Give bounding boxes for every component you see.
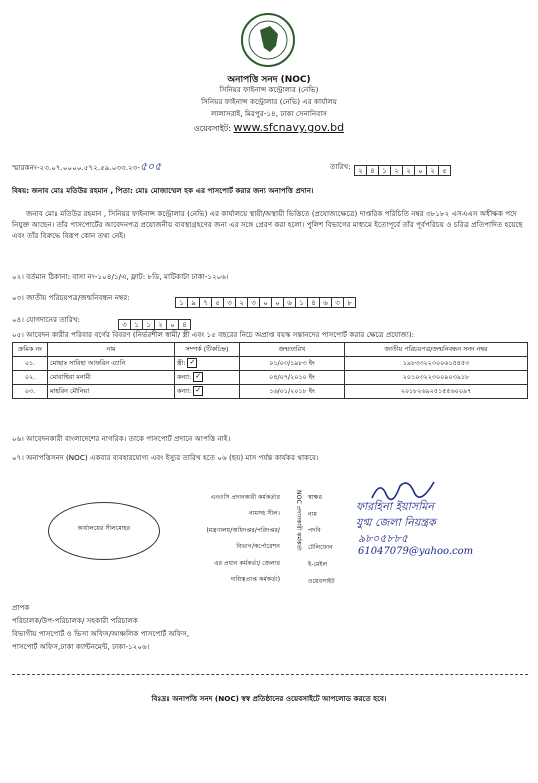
- nid-label: ০৩। জাতীয় পরিচয়পত্র/জন্মনিবন্ধন নম্বর:: [12, 293, 130, 302]
- col-relation: সম্পর্ক (টিকচিহ্ন): [175, 343, 240, 357]
- row-id: ১৯৮৩৩২২৩০০৬১৫৪৫৩: [345, 357, 528, 371]
- memo-ref-text: স্মারকনং-২৩.০৭.০০০০.৫৭২.৫৯.০৩৩.২৩-: [12, 163, 140, 172]
- row-dob: ০৪/০৭/২০১০ ইং: [240, 371, 345, 385]
- nid-digit: ১: [295, 297, 308, 308]
- field-website: ওয়েবসাইট: [308, 577, 335, 585]
- officer-label-4: বিভাগ/কর্পোরেশন: [236, 543, 280, 551]
- joining-date-boxes: [118, 312, 190, 331]
- relation-text: কন্যা:: [177, 373, 192, 381]
- subject-line: বিষয়: জনাব মোঃ মতিউর রহমান , পিতা: মোঃ মোজাম্মেল হক এর পাসপোর্ট করার জন্য অনাপত্তি প্রদান।: [12, 186, 314, 195]
- row-relation: [175, 371, 240, 385]
- officer-label-5: এর প্রধান কর্মকর্তা/ জেলার: [213, 559, 280, 567]
- handwritten-phone: ৯৮০৫৮৮৫: [358, 532, 408, 545]
- nid-digit: ১: [175, 297, 188, 308]
- website-link[interactable]: www.sfcnavy.gov.bd: [233, 121, 345, 134]
- nid-digit: ৩: [331, 297, 344, 308]
- officer-label-6: দায়িত্বপ্রাপ্ত কর্মকর্তা): [230, 576, 280, 584]
- row-serial: ০১.: [13, 357, 48, 371]
- handwritten-name: ফারহিনা ইয়াসমিন: [356, 500, 434, 513]
- row-relation: [175, 385, 240, 399]
- officer-label-1: এনওসি প্রদানকারী কর্মকর্তার: [210, 494, 280, 501]
- row-name: মোবাশ্বিরা মনামী: [48, 371, 175, 385]
- date-digit: ২: [426, 165, 439, 176]
- noc-validity: ০৭। অনাপত্তিসনদ (NOC) একবার ব্যবহারযোগ্য এবং ইস্যুর তারিখ হতে ০৬ (ছয়) মাস পর্যন্ত কার্যকর থাকবে।: [12, 453, 319, 462]
- relation-text: কন্যা:: [177, 387, 192, 395]
- memo-ref-handwritten: ৫০৫: [139, 160, 162, 173]
- citizen-statement: ০৬। আবেদনকারী বাংলাদেশের নাগরিক। তাকে পাসপোর্ট প্রদানে আপত্তি নাই।: [12, 434, 231, 443]
- website-label: ওয়েবসাইট:: [193, 124, 231, 133]
- document-title: অনাপত্তি সনদ (NOC): [227, 75, 311, 85]
- nid-digit: ৮: [343, 297, 356, 308]
- col-dob: জন্মতারিখ: [240, 343, 345, 357]
- website-line: [0, 121, 538, 136]
- officer-label-3: (মন্ত্রণালয়/অধিদপ্তর/পরিদপ্তর/: [206, 526, 280, 534]
- col-id-number: জাতীয় পরিচয়পত্র/জন্মনিবন্ধন সনদ নম্বর: [345, 343, 528, 357]
- recipient-line-2: বিভাগীয় পাসপোর্ট ও ভিসা অফিস/আঞ্চলিক পাসপোর্ট অফিস,: [12, 629, 190, 638]
- noc-officer-details: [180, 490, 280, 589]
- nid-digit: ৬: [319, 297, 332, 308]
- row-dob: ১৬/০১/২০১৮ ইং: [240, 385, 345, 399]
- row-id: ২০১০৩২২৩০০৯০৩৯১৮: [345, 371, 528, 385]
- date-digit: ২: [402, 165, 415, 176]
- date-digit: ৪: [366, 165, 379, 176]
- field-name: নাম: [308, 510, 317, 518]
- row-id: ২০১৮২৬৯২৫১৫৫৬০০৯৭: [345, 385, 528, 399]
- nid-digit: ০: [259, 297, 272, 308]
- date-digit: ১: [378, 165, 391, 176]
- family-details-label: ০৫। আবেদন কারীর পরিবার বর্গের বিবরণ (নির্ভরশীল স্বামী/ স্ত্রী এবং ১৫ বছরের নিচে অপ্রাপ্ত বয়স্ক সন্তানদের পাসপোর্ট করার ক্ষেত্রে প্রযোজ্য):: [12, 330, 415, 339]
- field-designation: পদবি: [308, 527, 321, 535]
- recipient-line-1: পরিচালক/উপ-পরিচালক/ সহকারী পরিচালক: [12, 616, 138, 625]
- field-telephone: টেলিফোন: [308, 544, 333, 552]
- nid-boxes: [175, 290, 355, 309]
- table-row: [13, 371, 528, 385]
- nid-digit: ০: [271, 297, 284, 308]
- row-name: মাহরিন মৌনিয়া: [48, 385, 175, 399]
- signature-block: [8, 490, 528, 598]
- table-row: [13, 385, 528, 399]
- government-seal-logo: [240, 12, 296, 68]
- field-signature: স্বাক্ষর: [308, 494, 322, 501]
- date-boxes: [354, 158, 450, 177]
- seal-label: কার্যালয়ের সীলমোহর: [77, 525, 131, 532]
- nid-digit: ৭: [199, 297, 212, 308]
- memo-reference: [12, 160, 161, 174]
- relation-text: স্ত্রী:: [177, 359, 186, 367]
- checkbox-checked: ✓: [193, 372, 203, 382]
- family-table-header: [13, 343, 528, 357]
- handwritten-designation: যুগ্ম জেলা নিয়ন্ত্রক: [356, 516, 436, 529]
- handwritten-email: 61047079@yahoo.com: [358, 546, 474, 557]
- joining-date-digit: ০: [166, 319, 179, 330]
- field-email: ই-মেইল: [308, 560, 328, 568]
- nid-digit: ৫: [211, 297, 224, 308]
- divider-dashed: [12, 674, 528, 675]
- office-line-2: সিনিয়র ফাইনান্স কন্ট্রোলার (নেভি) এর কার্যালয়: [201, 97, 337, 106]
- joining-date-digit: ২: [154, 319, 167, 330]
- recipient-label: প্রাপক: [12, 603, 30, 612]
- row-serial: ০২.: [13, 371, 48, 385]
- checkbox-checked: ✓: [187, 358, 197, 368]
- joining-date-label: ০৪। যোগদানের তারিখ:: [12, 315, 80, 324]
- date-digit: ৫: [438, 165, 451, 176]
- office-seal-oval: [48, 502, 160, 560]
- joining-date-digit: ১: [130, 319, 143, 330]
- col-name: নাম: [48, 343, 175, 357]
- signature-field-labels: [308, 490, 335, 590]
- body-paragraph: জনাব মোঃ মতিউর রহমান , সিনিয়র ফাইনান্স কন্ট্রোলার (নেভি) এর কার্যালয়ে স্থায়ী/অস্থায়ী ভিত্তিতে (প্রযোজ্যক্ষেত্রে) দাপ্তরিক পরিচিতি নম্বর ৩৮১৮২ এসএএস অধীক্ষক পদে নিযুক্ত আছেন। তাঁর পাসপোর্টের আবেদনপত্র প্রয়োজনীয় ব্যবস্থাগ্রহণের জন্য এর সঙ্গে প্রেরণ করা হলো। পুলিশ বিভাগের মাধ্যমে ইতোপূর্বে তাঁর পূর্বপরিচয় ও চরিত্র প্রতিপাদিত হয়েছে এবং তাঁর বিরুদ্ধে বিরূপ কোন তথ্য নেই।: [12, 209, 523, 241]
- nid-digit: ৩: [223, 297, 236, 308]
- nid-digit: ২: [235, 297, 248, 308]
- date-label: তারিখ:: [330, 162, 351, 171]
- date-digit: ০: [414, 165, 427, 176]
- joining-date-digit: ১: [142, 319, 155, 330]
- family-table: [12, 342, 528, 399]
- footer-note: বিঃদ্রঃ অনাপত্তি সনদ (NOC) স্বস্ব প্রতিষ্ঠানের ওয়েবসাইটে আপলোড করতে হবে।: [151, 694, 387, 703]
- row-relation: [175, 357, 240, 371]
- office-line-1: সিনিয়র ফাইনান্স কন্ট্রোলার (নেভি): [219, 85, 319, 94]
- nid-digit: ৩: [247, 297, 260, 308]
- present-address: ০২। বর্তমান ঠিকানা: বাসা নং-১০৪/১/এ, ফ্লাট: ৮ডি, মাটিকাটা ঢাকা-১২০৬।: [12, 272, 229, 281]
- row-name: মোছাঃ সাবিহা আফরিন এ্যানি: [48, 357, 175, 371]
- row-dob: ০১/০৩/১৯৮৩ ইং: [240, 357, 345, 371]
- row-serial: ০৩.: [13, 385, 48, 399]
- nid-digit: ৬: [283, 297, 296, 308]
- checkbox-checked: ✓: [193, 386, 203, 396]
- office-address: লালাসরাই, মিরপুর-১৪, ঢাকা সেনানিবাস: [210, 109, 328, 118]
- joining-date-digit: ৩: [118, 319, 131, 330]
- date-digit: ২: [390, 165, 403, 176]
- col-serial: ক্রমিক নং: [13, 343, 48, 357]
- vertical-officer-label: NOC প্রদানকারী কর্মকর্তা: [295, 490, 302, 551]
- table-row: [13, 357, 528, 371]
- date-digit: ২: [354, 165, 367, 176]
- nid-digit: ৯: [187, 297, 200, 308]
- officer-label-2: নামসহ সীল।: [249, 510, 280, 518]
- recipient-line-3: পাসপোর্ট অফিস,ঢাকা ক্যান্টনমেন্ট, ঢাকা-১২০৬।: [12, 642, 150, 651]
- joining-date-digit: ৪: [178, 319, 191, 330]
- nid-digit: ৪: [307, 297, 320, 308]
